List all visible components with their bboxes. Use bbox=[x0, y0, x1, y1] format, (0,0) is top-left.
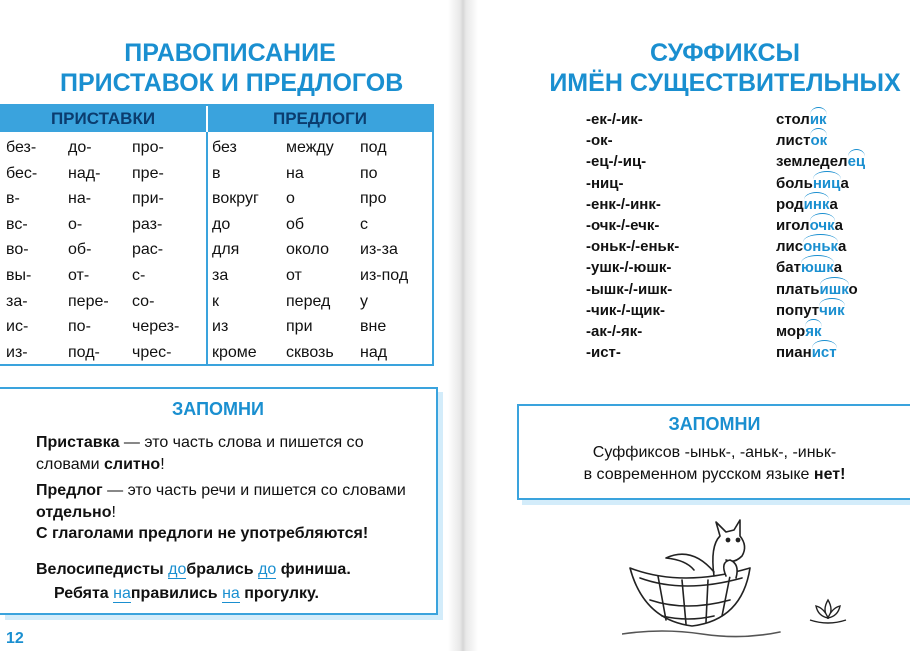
prefix-cell: при- bbox=[132, 190, 164, 208]
example-word bbox=[776, 258, 842, 278]
word-suffix: ок bbox=[810, 132, 828, 150]
right-title-line1: СУФФИКСЫ bbox=[649, 39, 801, 67]
rule-verbs: С глаголами предлоги не употребляются! bbox=[36, 525, 369, 542]
word-suffix: инк bbox=[803, 195, 830, 213]
book-spine bbox=[448, 0, 478, 651]
suffix-label: -енк-/-инк- bbox=[586, 195, 661, 213]
prefix-cell: от- bbox=[68, 267, 90, 284]
example-1-c: финиша. bbox=[276, 561, 351, 578]
prefix-cell: в- bbox=[6, 190, 20, 208]
example-2 bbox=[54, 583, 319, 605]
prefix-cell: над- bbox=[68, 164, 101, 182]
example-word bbox=[776, 195, 838, 215]
suffix-label: -ец-/-иц- bbox=[586, 153, 647, 171]
preposition-cell: за bbox=[212, 267, 229, 284]
right-remember-title: ЗАПОМНИ bbox=[668, 414, 761, 434]
header-prefixes: ПРИСТАВКИ bbox=[0, 106, 206, 132]
example-word bbox=[776, 131, 827, 151]
prefix-cell: со- bbox=[132, 292, 155, 310]
prefix-cell: об- bbox=[68, 241, 92, 259]
remember-line2 bbox=[519, 464, 910, 486]
suffix-label: -ышк-/-ишк- bbox=[586, 280, 673, 298]
word-stem: стол bbox=[776, 111, 810, 128]
keyword-separately: отдельно bbox=[36, 504, 112, 521]
header-divider bbox=[206, 106, 208, 132]
word-ending: а bbox=[834, 217, 843, 234]
suffix-label: -чик-/-щик- bbox=[586, 301, 665, 319]
prefix-cell: бес- bbox=[6, 164, 38, 182]
preposition-cell: для bbox=[212, 241, 240, 259]
left-title-line1: ПРАВОПИСАНИЕ bbox=[124, 39, 336, 67]
suffix-label: -ек-/-ик- bbox=[586, 111, 643, 128]
word-stem: лист bbox=[776, 132, 811, 150]
column-divider bbox=[206, 132, 208, 366]
example-word bbox=[776, 301, 845, 321]
left-page-title bbox=[60, 38, 404, 98]
example-1-preposition: до bbox=[258, 561, 277, 578]
preposition-cell: вне bbox=[360, 318, 387, 336]
preposition-cell: между bbox=[286, 139, 334, 156]
keyword-together: слитно bbox=[104, 456, 161, 473]
suffix-label: -ист- bbox=[586, 344, 621, 362]
prefix-cell: вы- bbox=[6, 267, 32, 284]
word-stem: земледел bbox=[776, 153, 848, 171]
remember-no: нет! bbox=[813, 466, 846, 483]
prefix-cell: рас- bbox=[132, 241, 164, 259]
prefix-cell: вс- bbox=[6, 215, 28, 233]
rule-prefix-end: ! bbox=[160, 456, 165, 473]
right-title-line2: ИМЁН СУЩЕСТВИТЕЛЬНЫХ bbox=[549, 69, 901, 97]
word-stem: мор bbox=[776, 323, 806, 340]
word-ending: а bbox=[840, 174, 849, 192]
suffix-label: -ок- bbox=[586, 132, 613, 150]
preposition-cell: про bbox=[360, 190, 387, 208]
left-title-line2: ПРИСТАВОК И ПРЕДЛОГОВ bbox=[60, 69, 404, 97]
prefix-cell: пере- bbox=[68, 292, 109, 310]
right-page-title bbox=[540, 38, 910, 98]
preposition-cell: у bbox=[360, 292, 368, 310]
preposition-cell: перед bbox=[286, 292, 331, 310]
preposition-cell: сквозь bbox=[286, 343, 334, 361]
prefix-cell: раз- bbox=[132, 215, 163, 233]
term-preposition: Предлог bbox=[36, 482, 103, 499]
prefix-cell: чрес- bbox=[132, 343, 172, 361]
example-word bbox=[776, 322, 822, 342]
preposition-cell: до bbox=[212, 215, 231, 233]
prefix-cell: о- bbox=[68, 215, 83, 233]
word-stem: пиан bbox=[776, 344, 812, 362]
prefix-cell: на- bbox=[68, 190, 92, 208]
prefix-cell: про- bbox=[132, 139, 164, 156]
prefix-preposition-table bbox=[0, 104, 434, 366]
prefix-cell: за- bbox=[6, 292, 28, 310]
word-suffix: ец bbox=[847, 153, 866, 171]
word-stem: бат bbox=[776, 259, 801, 277]
word-stem: боль bbox=[776, 174, 813, 192]
prefix-cell: без- bbox=[6, 139, 37, 156]
preposition-cell: из-под bbox=[360, 267, 409, 284]
example-word bbox=[776, 343, 837, 363]
fox-in-boat-illustration bbox=[622, 516, 782, 646]
suffix-label: -оньк-/-еньк- bbox=[586, 238, 680, 256]
preposition-cell: из-за bbox=[360, 241, 398, 259]
left-remember-box bbox=[0, 387, 438, 615]
example-word bbox=[776, 280, 858, 300]
prefix-cell: пре- bbox=[132, 164, 164, 182]
word-suffix: оньк bbox=[803, 238, 839, 256]
preposition-cell: из bbox=[212, 318, 229, 336]
example-2-a: Ребята bbox=[54, 585, 114, 602]
preposition-cell: вокруг bbox=[212, 190, 259, 208]
example-word bbox=[776, 174, 849, 194]
word-ending: о bbox=[848, 280, 858, 298]
word-suffix: як bbox=[805, 323, 822, 340]
water-lily-icon bbox=[806, 596, 850, 626]
word-ending: а bbox=[833, 259, 843, 277]
prefix-cell: с- bbox=[132, 267, 146, 284]
term-prefix: Приставка bbox=[36, 434, 120, 451]
example-word bbox=[776, 152, 865, 172]
preposition-cell: при bbox=[286, 318, 313, 336]
rule-preposition-text: — это часть речи и пишется со словами bbox=[102, 482, 406, 499]
example-2-c: прогулку. bbox=[239, 585, 319, 602]
preposition-cell: без bbox=[212, 139, 237, 156]
rule-prefix-text: — это часть слова и пишется со словами bbox=[36, 434, 364, 473]
prefix-cell: ис- bbox=[6, 318, 29, 336]
remember-line1: Суффиксов -ыньк-, -аньк-, -иньк- bbox=[592, 444, 837, 461]
rule-preposition bbox=[36, 480, 426, 524]
example-2-prefix: на bbox=[113, 585, 131, 602]
prefix-cell: из- bbox=[6, 343, 28, 361]
example-1-b: брались bbox=[186, 561, 259, 578]
preposition-cell: о bbox=[286, 190, 295, 208]
example-word bbox=[776, 216, 843, 236]
header-prepositions: ПРЕДЛОГИ bbox=[208, 106, 432, 132]
prefix-cell: во- bbox=[6, 241, 29, 259]
example-1-prefix: до bbox=[168, 561, 187, 578]
suffix-label: -очк-/-ечк- bbox=[586, 217, 660, 234]
preposition-cell: над bbox=[360, 343, 388, 361]
word-suffix: юшк bbox=[800, 259, 834, 277]
preposition-cell: об bbox=[286, 215, 305, 233]
example-word bbox=[776, 237, 846, 257]
word-ending: а bbox=[838, 238, 847, 256]
word-suffix: ниц bbox=[812, 174, 841, 192]
suffix-label: -ушк-/-юшк- bbox=[586, 259, 672, 277]
suffix-label: -ниц- bbox=[586, 174, 624, 192]
word-suffix: ишк bbox=[819, 280, 849, 298]
left-remember-title: ЗАПОМНИ bbox=[172, 399, 264, 419]
page-number: 12 bbox=[6, 630, 24, 647]
word-stem: лис bbox=[776, 238, 804, 256]
example-1-a: Велосипедисты bbox=[36, 561, 169, 578]
preposition-cell: от bbox=[286, 267, 302, 284]
prefix-cell: под- bbox=[68, 343, 100, 361]
word-suffix: ик bbox=[809, 111, 827, 128]
word-stem: род bbox=[776, 195, 804, 213]
prefix-cell: до- bbox=[68, 139, 92, 156]
prefix-cell: через- bbox=[132, 318, 180, 336]
word-suffix: ист bbox=[811, 344, 837, 362]
word-suffix: чик bbox=[819, 301, 845, 319]
remember-line2-a: в современном русском языке bbox=[583, 466, 814, 483]
preposition-cell: с bbox=[360, 215, 368, 233]
example-2-preposition: на bbox=[222, 585, 240, 602]
preposition-cell: к bbox=[212, 292, 219, 310]
example-2-b: правились bbox=[130, 585, 223, 602]
right-remember-box bbox=[517, 404, 910, 500]
rule-preposition-end: ! bbox=[111, 504, 116, 521]
example-word bbox=[776, 110, 827, 130]
word-stem: попут bbox=[776, 301, 820, 319]
word-ending: а bbox=[829, 195, 838, 213]
word-suffix: очк bbox=[809, 217, 835, 234]
example-1 bbox=[36, 559, 351, 581]
suffix-label: -ак-/-як- bbox=[586, 323, 643, 340]
preposition-cell: на bbox=[286, 164, 304, 182]
prefix-cell: по- bbox=[68, 318, 91, 336]
word-stem: плать bbox=[776, 280, 820, 298]
preposition-cell: в bbox=[212, 164, 221, 182]
preposition-cell: около bbox=[286, 241, 330, 259]
preposition-cell: кроме bbox=[212, 343, 257, 361]
preposition-cell: по bbox=[360, 164, 378, 182]
word-stem: игол bbox=[776, 217, 810, 234]
rule-prefix bbox=[36, 432, 426, 476]
preposition-cell: под bbox=[360, 139, 387, 156]
